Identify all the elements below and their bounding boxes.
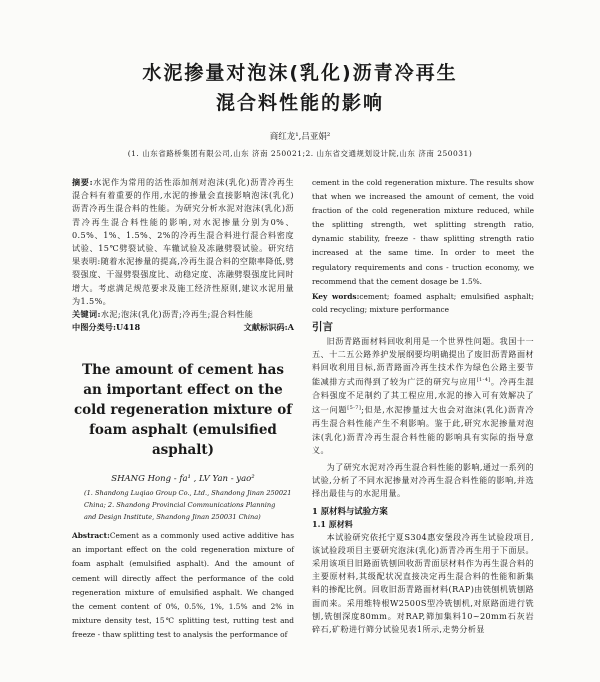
keywords-zh-label: 关键词: [72, 309, 101, 320]
authors: 商红龙¹,吕亚娟² [269, 132, 331, 142]
citation-2: [5-7] [347, 405, 362, 412]
clc: 中图分类号:U418 [72, 322, 141, 333]
english-title: The amount of cement has an important effect on the cold regeneration mixture of foam asphalt (emulsified asphalt) [73, 362, 293, 459]
abstract-zh [72, 176, 294, 308]
citation-1: [1-4] [476, 377, 491, 384]
keywords-en [312, 290, 534, 316]
doc-code: 文献标识码:A [243, 322, 294, 333]
abstract-zh-label: 摘要: [72, 177, 93, 187]
classification-row [72, 321, 294, 334]
affiliation: (1. 山东省路桥集团有限公司,山东 济南 250021;2. 山东省交通规划设计院,山东 济南 250031) [127, 149, 473, 158]
abstract-en-label: Abstract: [72, 531, 110, 541]
keywords-en-label: Key words: [312, 291, 360, 301]
left-column [72, 176, 294, 642]
keywords-en-text: cement; foamed asphalt; emulsified asphalt; cold recycling; mixture performance [312, 291, 534, 314]
section-1-1-paragraph: 本试验研究依托宁夏S304惠安堡段冷再生试验段项目,该试验段项目主要研究泡沫(乳化)沥青冷再生用于下面层。采用该项目旧路面铣刨回收沥青面层材料作为再生混合料的主要原材料,其级配状况直接决定再生混合料的性能和新集料的掺配比例。回收旧沥青路面材料(RAP)由铣刨机铣刨路面而来。采用维特根W2500S型冷铣刨机,对原路面进行铣刨,铣刨深度80mm。对RAP,筛加集料10~20mm石灰岩碎石,矿粉进行筛分试验见表1所示,走势分析显 [312, 531, 534, 634]
title-line-1: 水泥掺量对泡沫(乳化)沥青冷再生 [142, 62, 458, 84]
abstract-en [72, 529, 294, 642]
right-column [312, 176, 534, 636]
english-affiliation: (1. Shandong Luqiao Group Co., Ltd., Shandong Jinan 250021 China; 2. Shandong Provincial Communications Planning and Design Institute, Shandong Jinan 250031 China) [84, 489, 292, 522]
intro-paragraph-2: 为了研究水泥对冷再生混合料性能的影响,通过一系列的试验,分析了不同水泥掺量对冷再生混合料性能的影响,并选择出最佳与的水泥用量。 [312, 461, 534, 499]
keywords-zh [72, 308, 294, 321]
intro-paragraph-1: 旧沥青路面材料回收利用是一个世界性问题。我国十一五、十二五公路养护发展纲要均明确提出了废旧沥青路面材料回收利用目标,沥青路面冷再生技术作为绿色公路主要节能减排方式而得到了较为广泛的研究与应用[1-4]。冷再生混合料强度不足制约了其工程应用,水泥的掺入可有效解决了这一问题[5-7];但是,水泥掺量过大也会对泡沫(乳化)沥青冷再生混合料性能产生不利影响。鉴于此,研究水泥掺量对泡沫(乳化)沥青冷再生混合料性能的影响具有实际的指导意义。 [312, 335, 534, 455]
title-line-2: 混合料性能的影响 [215, 92, 384, 114]
intro-heading: 引言 [312, 320, 333, 333]
keywords-zh-text: 水泥;泡沫(乳化)沥青;冷再生;混合料性能 [100, 309, 254, 320]
abstract-en-text: Cement as a commonly used active additive has an important effect on the cold regeneration mixture of foam asphalt (emulsified asphalt). And the amount of cement will directly affect the performance of the cold regeneration mixture of emulsified asphalt. We changed the cement content of 0%, 0.5%, 1%, 1.5% and 2% in mixture density test, 15℃ splitting test, rutting test and freeze - thaw splitting test to analysis the performance of [72, 531, 294, 639]
section-1-1-heading: 1.1 原材料 [312, 518, 353, 529]
english-authors: SHANG Hong - fa¹ , LV Yan - yao² [111, 474, 255, 485]
abstract-zh-text: 水泥作为常用的活性添加剂对泡沫(乳化)沥青冷再生混合料有着重要的作用,水泥的掺量会直接影响泡沫(乳化)沥青冷再生混合料的性能。为研究分析水泥对泡沫(乳化)沥青冷再生混合料性能的影响,对水泥掺量分别为0%、0.5%、1%、1.5%、2%的冷再生混合料进行混合料密度试验、15℃劈裂试验、车辙试验及冻融劈裂试验。研究结果表明:随着水泥掺量的提高,冷再生混合料的空隙率降低,劈裂强度、干湿劈裂强度比、动稳定度、冻融劈裂强度比同时增大。考虑满足规范要求及施工经济性原则,建议水泥用量为1.5%。 [72, 177, 294, 306]
abstract-en-continued: cement in the cold regeneration mixture. The results show that when we increased the amount of cement, the void fraction of the cold regeneration mixture reduced, while the splitting strength, wet splitting strength ratio, dynamic stability, freeze - thaw splitting strength ratio increased at the same time. In order to meet the regulatory requirements and cons - truction economy, we recommend that the cement dosage be 1.5%. [312, 178, 534, 286]
section-1-heading: 1 原材料与试验方案 [312, 505, 388, 516]
